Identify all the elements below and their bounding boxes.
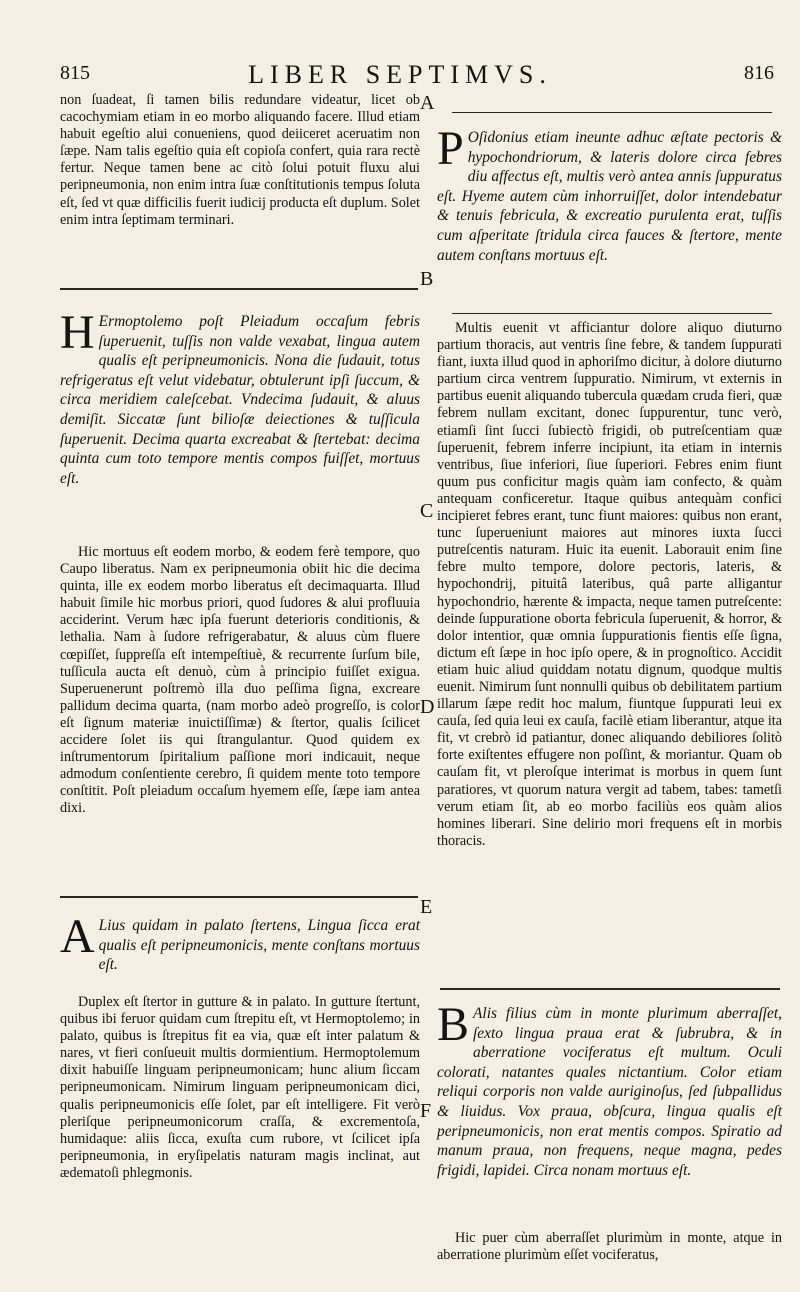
section-rule <box>440 988 780 990</box>
case-posidonius <box>437 122 782 265</box>
case-hermoptolemus <box>60 306 420 488</box>
commentary-posidonius: Multis euenit vt afficiantur dolore aliquo diuturno partium thoracis, aut ventris ſine febre, & tandem ſuppurati fiant, iuxta illud quod in aphoriſmo dicitur, à dolore diuturno partium circa ventrem ſuppuratio. Nimirum, vt externis in partibus euenit aliquando tubercula quædam cruda fieri, quæ febrem nullam excitant, donec ſuppurentur, tunc verò, etiamſi ſint ſucci ſubiectò frigidi, ob putreſcentiam quæ ſuperuenit, febrem inferre incipiunt, ita etiam in internis ventribus, ſiue inferiori, ſiue ſuperiori. Febres enim fiunt quum pus conficitur magis quàm iam confecto, & quàm antequam conficeretur. Itaque quibus antequàm confici incipieret febres erant, tunc fiunt maiores: quibus non erant, tunc ſuperueniunt maiores aut minores iuxta ſucci putreſcentis naturam. Huic ita euenit. Laborauit enim ſine febre multo tempore, dolore pectoris, lateris, & hypochondrij, pituitâ lateribus, quâ parte alligantur hypochondrio, hærente & impacta, neque tamen putreſcente: deinde ſuppuratione oborta febricula ſuperuenit, & horror, & dolor intentior, quæ omnia ſuppurationis fientis eſſe ſigna, dictum eſt ſæpe in hoc ipſo opere, & in prognoſtico. Accidit etiam huic aliud quiddam notatu dignum, quodque multis euenit. Nimirum ſunt nonnulli quibus ob debilitatem partium illarum ſæpe redit hoc malum, fiuntque ſuppurati leui ex cauſa, ſed quia leui ex cauſa, facilè etiam liberantur, atque ita fit, vt crebrò id patiantur, donec aliquando debiliores ſolitò forte exiſtentes effugere non poſſint, & moriantur. Quam ob cauſam fit, vt pleroſque interimat is morbus in quem ſunt paratiores, vt quorum natura vergit ad tabem, tabes: tametſi verum etiam ſit, ab eo morbo faciliùs eos quàm alios homines liberari. Sine delirio mori frequens eſt in morbis thoracis. <box>437 320 782 849</box>
case-text: Oſidonius etiam ineunte adhuc æſtate pectoris & hypochondriorum, & lateris dolore circa febres diu affectus eſt, multis verò antea annis ſuppuratus eſt. Hyeme autem cùm inhorruiſſet, dolor intendebatur & tenuis febricula, & excreatio purulenta erat, tuſſis cum aſperitate ſtridula circa fauces & ſtertore, mente autem conſtans mortuus eſt. <box>437 129 782 264</box>
case-text: Lius quidam in palato ſtertens, Lingua ſicca erat qualis eſt peripneumonicis, mente conſtans mortuus eſt. <box>98 917 420 974</box>
section-rule <box>60 896 418 898</box>
right-page-number: 816 <box>744 62 774 84</box>
commentary-hermoptolemus: Hic mortuus eſt eodem morbo, & eodem ferè tempore, quo Caupo liberatus. Nam ex peripneumonia obiit hic die decima quinta, ille ex eodem morbo liberatus eſt decimaquarta. Illud habuit ſimile hic morbus priori, quod ſudores & alui profluuia acciderint. Verum hæc ipſa fuerunt deterioris conditionis, & lethalia. Nam à ſudore refrigerabatur, & aluus cùm fluere cœpiſſet, ſuppreſſa eſt intempeſtiuè, & recurrente ſurſum bile, tuſſicula aucta eſt denuò, cùm à principio fuiſſet exigua. Superuenerunt poſtremò illa duo peſſima ſigna, excreare pallidum decima quarta, (nam morbo adeò progreſſo, is color eſt ſignum materiæ inuictiſſimæ) & ſtertor, qualis ſcilicet accidere ſolet iis qui ſtrangulantur. Quod quidem ex inſtrumentorum ſpiritalium paſſione mori indicauit, neque admodum conſentiente cerebro, ſi quidem mente toto tempore conſtitit. Poſt pleiadum occaſum hyemem eſſe, ſæpe iam antea dixi. <box>60 544 420 817</box>
section-rule <box>452 112 772 113</box>
case-palate-snorer <box>60 910 420 975</box>
margin-letter-b: B <box>420 268 434 290</box>
drop-cap: A <box>60 910 95 963</box>
drop-cap: B <box>437 998 470 1051</box>
case-text: Alis filius cùm in monte plurimum aberraſſet, ſexto lingua praua erat & ſubrubra, & in aberratione vociferatus eſt multum. Oculi colorati, natantes quales nictantium. Color etiam reliqui corporis non valde auriginoſus, ſed ſubpallidus & liuidus. Vox praua, obſcura, lingua qualis eſt peripneumonicis, non erat mentis compos. Spiratio ad manum praua, non frequens, neque magna, pedes frigidi, lapidei. Circa nonam mortuus eſt. <box>437 1005 782 1179</box>
commentary-bion-son: Hic puer cùm aberraſſet plurimùm in monte, atque in aberratione plurimùm eſſet vociferatus, <box>437 1230 782 1264</box>
case-bion-son <box>437 998 782 1180</box>
drop-cap: P <box>437 122 464 175</box>
running-title: LIBER SEPTIMVS. <box>248 60 552 89</box>
section-rule <box>452 313 772 314</box>
margin-letter-e: E <box>420 896 433 918</box>
margin-letter-d: D <box>420 696 435 718</box>
margin-letter-c: C <box>420 500 434 522</box>
margin-letter-f: F <box>420 1100 432 1122</box>
left-page-number: 815 <box>60 62 90 84</box>
margin-letter-a: A <box>420 92 435 114</box>
commentary-stertor: Duplex eſt ſtertor in gutture & in palato. In gutture ſtertunt, quibus ibi feruor quidam cum ſtrepitu eſt, vt Hermoptolemo; in palato, quibus is ſtrepitus fit ea via, quæ eſt inter palatum & nares, vt fieri conſueuit multis dormientium. Hermoptolemum dixit habuiſſe linguam peripneumonicam; hunc alium ſiccam peripneumonicam. Nimirum linguam peripneumonicam dici, qualis peripneumonicis eſſe ſolet, par eſt intelligere. Fit verò pleriſque peripneumonicorum craſſa, & excrementoſa, humidaque: aliis ſicca, exuſta cum rubore, vt ſcilicet ipſa peripneumonia, in eryſipelatis naturam magis inclinat, aut ædematoſi phlegmonis. <box>60 994 420 1181</box>
case-text: Ermoptolemo poſt Pleiadum occaſum febris ſuperuenit, tuſſis non valde vexabat, lingua autem qualis eſt peripneumonicis. Nona die ſudauit, totus refrigeratus eſt velut videbatur, obtulerunt ipſi ſuccum, & circa meridiem caleſcebat. Vndecima ſudauit, & aluus demiſit. Siccatæ ſunt bilioſæ deiectiones & tuſſicula ſuperuenit. Decima quarta excreabat & ſtertebat: decima quinta cum toto tempore mentis compos fuiſſet, mortuus eſt. <box>60 313 420 487</box>
drop-cap: H <box>60 306 95 359</box>
section-rule <box>60 288 418 290</box>
left-commentary-continued: non ſuadeat, ſi tamen bilis redundare videatur, licet ob cacochymiam etiam in eo morbo aliquando facere. Illud etiam habuit egeſtio alui conueniens, quod deiiceret aceruatim non ſæpe. Nam talis egeſtio quia eſt copioſa confert, quia rara rectè fertur. Neque tamen bene ac citò ſolui potuit fluxu alui peripneumonia, non enim intra ſuæ conſtitutionis tempus ſoluta eſt, ſed vt quæ difficilis fuerit iudicij producta eſt duplum. Solet enim intra ſeptimam terminari. <box>60 92 420 228</box>
